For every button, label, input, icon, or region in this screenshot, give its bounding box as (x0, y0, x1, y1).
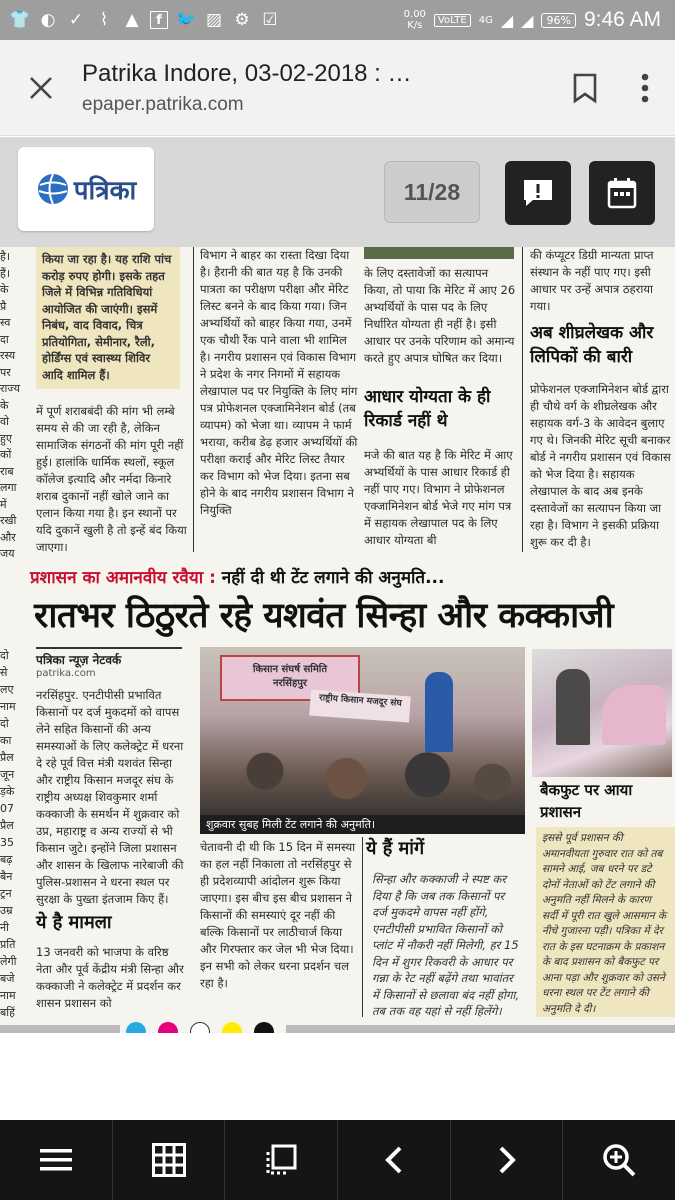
next-icon[interactable] (451, 1120, 564, 1200)
grid-icon[interactable] (113, 1120, 226, 1200)
photo-caption: शुक्रवार सुबह मिली टेंट लगाने की अनुमति। (200, 815, 525, 834)
column-4-text-a: की कंप्यूटर डिग्री मान्यता प्राप्त संस्थान के नहीं पाए गए। इसी आधार पर उन्हें अपात्र ठहराया गया। (530, 248, 654, 313)
byline-text: पत्रिका न्यूज़ नेटवर्क (36, 653, 122, 667)
middle-column-text: चेतावनी दी थी कि 15 दिन में समस्या का हल नहीं निकाला तो नरसिंहपुर से ही प्रदेशव्यापी आंदोलन शुरू किया जाएगा। इस बीच इस बीच प्रशासन ने किसानों की समस्याएं दूर नहीं की बल्कि किसानों पर लाठीचार्ज किया और गिरफ्तार कर जेल भी भेज दिया। इन सभी को लेकर धरना प्रदर्शन चल रहा है। (200, 840, 356, 990)
subheading-stenographer: अब शीघ्रलेखक और लिपिकों की बारी (530, 323, 654, 367)
comment-alert-icon (521, 177, 555, 209)
byline (36, 647, 182, 679)
epaper-page[interactable] (0, 247, 675, 1033)
page-title: Patrika Indore, 03-02-2018 : … (82, 59, 412, 87)
zoom-icon[interactable] (563, 1120, 675, 1200)
bookmark-icon[interactable] (555, 73, 615, 103)
column-1-text: में पूर्ण शराबबंदी की मांग भी लम्बे समय से की जा रही है, लेकिन सामाजिक संगठनों की मांग पूरी नहीं हुई। हालांकि धार्मिक स्थलों, स्कूल कॉलेज इत्यादि और नर्मदा किनारे शराब दुकानों नहीं खोले जाने का एलान किया गया है। इन स्थानों पर यदि दुकानें खुली है तो इन्हें बंद किया जाएगा। (36, 404, 187, 554)
side-photo-person (556, 669, 590, 745)
column-divider (362, 837, 363, 1017)
tasks-icon: ☑ (262, 10, 278, 30)
prev-icon[interactable] (338, 1120, 451, 1200)
left-edge-text: है। हैं। के प्रै स्व दा रस्य पर राज्य के वो हुए कों राब लगा में रखी और जय (0, 250, 21, 560)
patrika-logo[interactable] (18, 147, 154, 231)
settings-icon: ⚙ (234, 10, 250, 30)
subheading-backfoot: बैकफुट पर आया प्रशासन (540, 781, 633, 821)
photo-person (425, 672, 453, 752)
signal-icon: ◢ (500, 10, 514, 30)
main-article-text: नरसिंहपुर. एनटीपीसी प्रभावित किसानों पर दर्ज मुकदमों को वापस लेने सहित किसानों की अन्य समस्याओं के लिए कलेक्ट्रेट में धरना दे रहे पूर्व वित्त मंत्री यशवंत सिन्हा और राष्ट्रीय किसान मजदूर संघ के राष्ट्रीय अध्यक्ष शिवकुमार शर्मा कक्काजी के समर्थन में शुक्रवार को उप्र, महाराष्ट्र व अन्य राज्यों से भी किसान जुटे। इन्होंने जिला प्रशासन और शासन के खिलाफ नारेबाजी की पुलिस-प्रशासन ने धरना स्थल पर सुरक्षा के पुख्ता इंतजाम किए हैं। (36, 688, 184, 906)
page-url: epaper.patrika.com (82, 93, 244, 115)
close-icon[interactable] (0, 75, 82, 101)
broom-icon: ⌇ (99, 10, 109, 30)
column-divider (522, 247, 523, 552)
demands-text: सिन्हा और कक्काजी ने स्पष्ट कर दिया है कि जब तक किसानों पर दर्ज मुकदमे वापस नहीं होंगे, एनटीपीसी प्रभावित किसानों को प्लांट में नौकरी नहीं मिलेगी, हर 15 दिन में शुगर रिकवरी के आधार पर गन्ना के रेट नहीं बढ़ेंगे तथा भावांतर में किसानों से छलावा बंद नहीं होगा, तब तक वह यहां से नहीं हिलेंगे। (372, 872, 520, 1018)
subheading-mamla: ये है मामला (36, 912, 112, 933)
photo-banner-1-line-1: किसान संघर्ष समिति (252, 664, 328, 675)
strap-line (30, 565, 444, 588)
column-3-text-b: मजे की बात यह है कि मेरिट में आए अभ्यर्थियों के पास आधार रिकार्ड ही नहीं पाए गए। विभाग ने प्रोफेशनल एक्जामिनेशन बोर्ड भेजे गए मांग पत्र में सहायक लेखापाल पद के लिए आधार योग्यता बी (364, 448, 513, 547)
main-headline: रातभर ठिठुरते रहे यशवंत सिन्हा और कक्काजी (34, 596, 614, 636)
shirt-icon: 👕 (9, 10, 31, 30)
twitter-icon: 🐦 (175, 10, 197, 30)
custom-tab-toolbar (0, 40, 675, 136)
byline-site: patrika.com (36, 668, 96, 679)
net-speed-value: 0.00 (403, 9, 426, 20)
highlight-box: किया जा रहा है। यह राशि पांच करोड़ रुपए होगी। इसके तहत जिले में विभिन्न गतिविधियां आयोजित की जाएंगी। इसमें निबंध, वाद विवाद, चित्र प्रतियोगिता, सेमीनार, रैली, होर्डिंग्स एवं स्वास्थ्य शिविर आदि शामिल हैं। (36, 247, 180, 389)
column-3-text-a: के लिए दस्तावेजों का सत्यापन किया, तो पाया कि मेरिट में आए 26 अभ्यर्थियों के पास पद के लिए निर्धारित योग्यता ही नहीं है। इसी आधार पर उनके परिणाम को अमान्य करते हुए अपात्र घोषित कर दिया। (364, 266, 516, 365)
strap-red: प्रशासन का अमानवीय रवैया : (30, 568, 216, 588)
status-bar (0, 0, 675, 40)
main-photo (200, 647, 525, 815)
pages-icon[interactable] (225, 1120, 338, 1200)
side-photo (532, 649, 672, 777)
battery-indicator: 96% (541, 13, 575, 28)
page-gap (0, 1033, 675, 1120)
side-photo-blanket (602, 685, 666, 745)
strap-black: नहीं दी थी टेंट लगाने की अनुमति... (221, 568, 445, 588)
overflow-menu-icon[interactable] (615, 73, 675, 103)
logo-text: पत्रिका (73, 176, 137, 206)
network-speed (404, 9, 426, 31)
volte-badge: VoLTE (434, 14, 471, 27)
subheading-demands: ये हैं मांगें (366, 838, 425, 859)
menu-icon[interactable] (0, 1120, 113, 1200)
top-photo-strip (364, 247, 514, 259)
facebook-icon: f (150, 11, 168, 29)
network-type: 4G (478, 14, 493, 26)
globe-logo-icon (36, 172, 70, 206)
image-icon: ▨ (205, 10, 223, 30)
photo-banner-2: राष्ट्रीय किसान मजदूर संघ (309, 690, 411, 723)
bottom-navigation (0, 1120, 675, 1200)
page-indicator[interactable]: 11/28 (384, 161, 480, 223)
subheading-aadhar: आधार योग्यता के ही रिकार्ड नहीं थे (364, 387, 491, 431)
side-text: इससे पूर्व प्रशासन की अमानवीयता गुरुवार रात को तब सामने आई, जब धरने पर डटे दोनों नेताओं को टेंट लगाने की अनुमति नहीं मिलने के कारण सर्दी में पूरी रात खुले आसमान के नीचे गुजारना पड़ी। पत्रिका में देर रात के इस घटनाक्रम के प्रकाशन के बाद प्रशासन को बैकफुट पर आना पड़ा और शुक्रवार को उसने धरना स्थल पर टेंट लगाने की अनुमति दे दी। (536, 827, 675, 1017)
net-speed-unit: K/s (407, 20, 423, 31)
mamla-text: 13 जनवरी को भाजपा के वरिष्ठ नेता और पूर्व केंद्रीय मंत्री सिन्हा और कक्काजी ने कलेक्ट्रेट में प्रदर्शन कर शासन प्रशासन को (36, 945, 184, 1010)
calendar-icon (606, 177, 638, 209)
clock: 9:46 AM (583, 8, 661, 31)
column-2-text: विभाग ने बाहर का रास्ता दिखा दिया है। हैरानी की बात यह है कि उनकी पात्रता का परीक्षण परीक्षा और मेरिट लिस्ट बनने के बाद किया गया। जिन अभ्यर्थियों को बाहर किया गया, उनमें एक चौथी रैंक पाने वाला भी शामिल है। नगरीय प्रशासन एवं विकास विभाग ने प्रदेश के नगर निगमों में सहायक लेखापाल पद पर नियुक्ति के लिए मांग पत्र प्रोफेशनल एक्जामिनेशन बोर्ड (तब व्यापम) को भेजा था। व्यापम ने फार्म भराया, करीब डेढ़ हजार अभ्यर्थियों की परीक्षा कराई और मेरिट लिस्ट तैयार कर विभाग को भेज दिया। इतना सब होने के बाद नगरीय प्रशासन विभाग ने नियुक्ति (200, 248, 358, 517)
check-icon: ✓ (68, 10, 84, 30)
warning-icon: ▲ (125, 10, 139, 30)
column-4-text-b: प्रोफेशनल एक्जामिनेशन बोर्ड द्वारा ही चौथे वर्ग के शीघ्रलेखक और सहायक वर्ग-3 के आवेदन बुलाए गए थे। जिनकी मेरिट सूची बनाकर बोर्ड ने नगरीय प्रशासन एवं विकास को भेज दिया है। सहायक लेखापाल के बाद अब इनके दस्तावेजों का सत्यापन किया जा रहा है। विभाग ने इसकी प्रक्रिया शुरू कर दी है। (530, 382, 671, 549)
column-divider (193, 247, 194, 552)
comment-alert-button[interactable] (505, 161, 571, 225)
signal-icon-2: ◢ (521, 10, 534, 30)
epaper-header (0, 137, 675, 247)
calendar-button[interactable] (589, 161, 655, 225)
globe-icon: ◐ (40, 10, 56, 30)
photo-crowd (200, 742, 525, 815)
photo-banner-1-line-2: नरसिंहपुर (272, 678, 308, 689)
left-edge-text-b: दो से लए नाम दो का प्रैल जून ड़के 07 प्रैल 35 बढ़ बैन ट्रन उम्र नी प्रति लेगी बजे नाम बहिं (0, 649, 17, 1019)
